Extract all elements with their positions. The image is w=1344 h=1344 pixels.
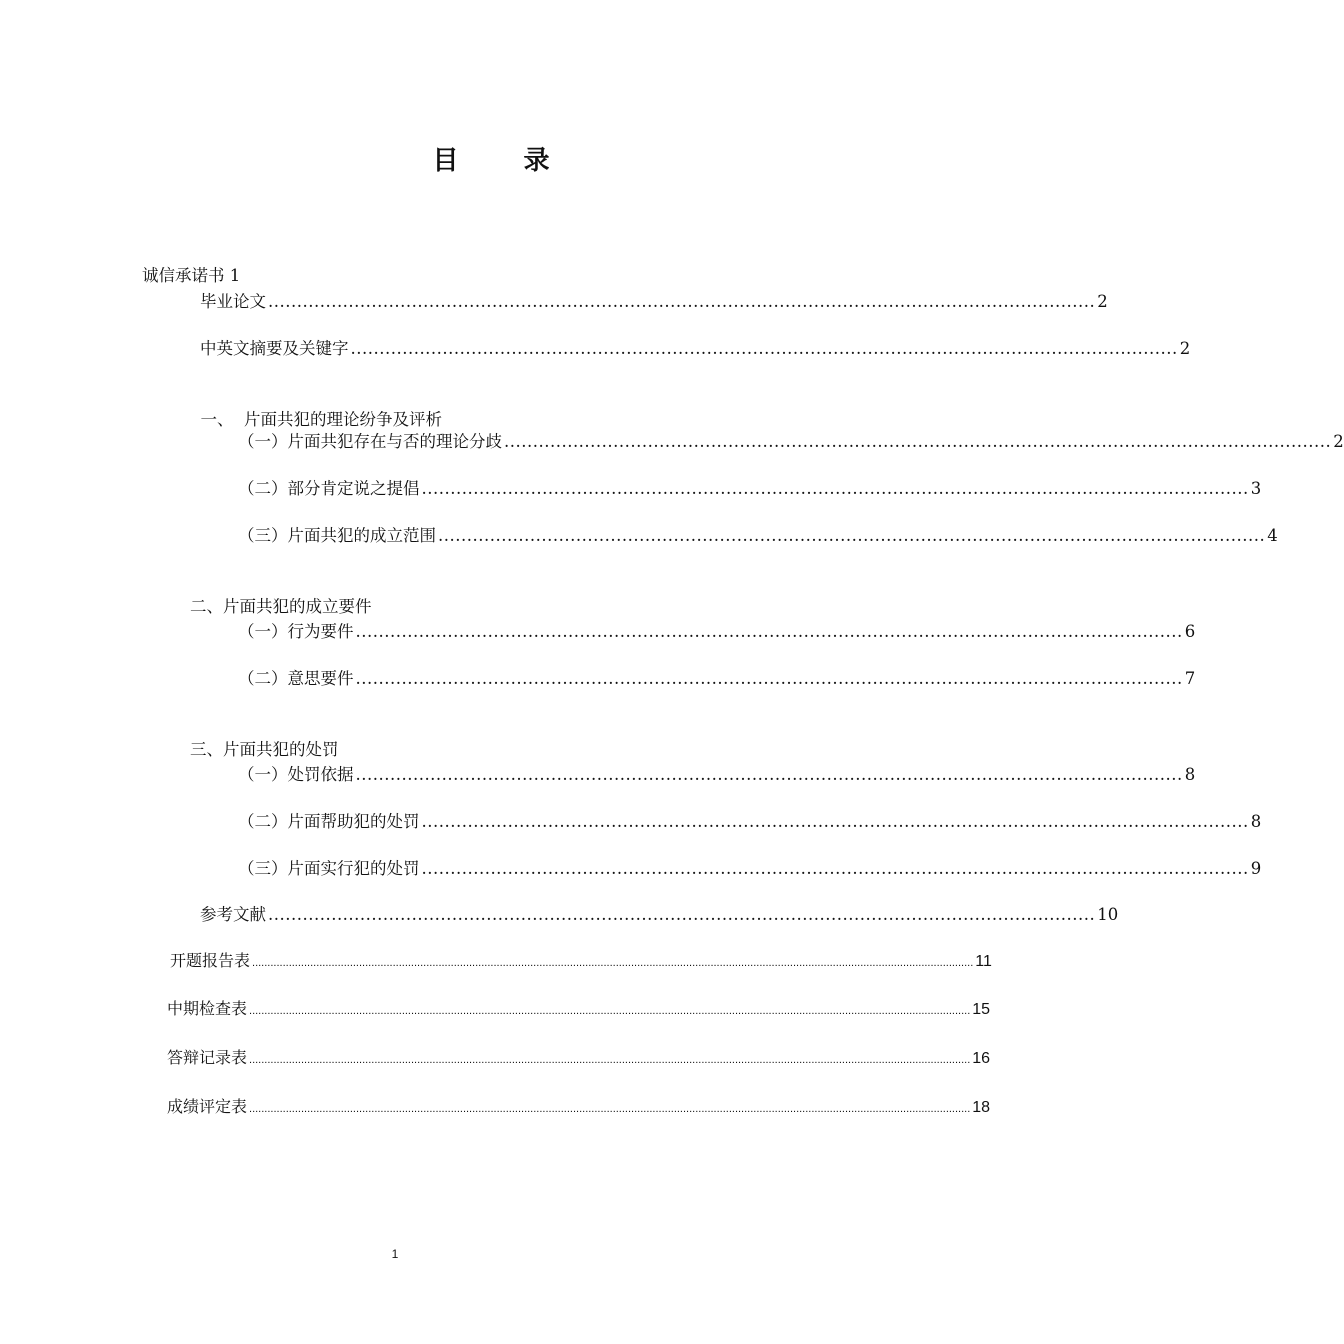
page-title: 目 录 xyxy=(432,146,578,176)
toc-entry-references[interactable] xyxy=(200,903,1119,927)
toc-page-number: 3 xyxy=(1250,479,1262,498)
toc-entry-thesis[interactable] xyxy=(200,290,1108,314)
dot-leader: ............................................................................................................................................................................................................................................ xyxy=(249,1005,971,1017)
dot-leader: ................................................................................................................................................ xyxy=(421,479,1249,498)
toc-entry-label: 三、片面共犯的处罚 xyxy=(190,740,339,759)
toc-entry-label: （二）意思要件 xyxy=(238,669,354,688)
toc-page-number: 4 xyxy=(1267,526,1278,545)
toc-entry-label: （一）行为要件 xyxy=(238,622,354,641)
toc-entry-label: 毕业论文 xyxy=(200,292,266,311)
toc-page-number: 15 xyxy=(972,1001,991,1018)
toc-entry-label: （二）部分肯定说之提倡 xyxy=(238,479,420,498)
toc-page-number: 18 xyxy=(972,1099,991,1116)
page-number: 1 xyxy=(391,1247,399,1261)
dot-leader: ............................................................................................................................................................................................................................................ xyxy=(252,957,974,969)
toc-entry-3-2[interactable] xyxy=(238,810,1262,834)
toc-entry-2-2[interactable] xyxy=(238,667,1196,691)
toc-entry-1-3[interactable] xyxy=(238,524,1278,548)
toc-page-number: 9 xyxy=(1250,859,1262,878)
toc-entry-label: （三）片面共犯的成立范围 xyxy=(238,526,436,545)
toc-entry-abstract[interactable] xyxy=(200,337,1191,361)
dot-leader: ................................................................................................................................................ xyxy=(421,859,1249,878)
toc-entry-proposal[interactable] xyxy=(170,950,992,975)
toc-entry-midterm[interactable] xyxy=(167,998,991,1023)
toc-section-three[interactable] xyxy=(190,738,339,762)
toc-page-number: 8 xyxy=(1184,765,1196,784)
toc-entry-label: 开题报告表 xyxy=(170,953,251,970)
toc-page-number: 8 xyxy=(1250,812,1262,831)
toc-section-one[interactable] xyxy=(190,384,442,432)
toc-entry-label: （三）片面实行犯的处罚 xyxy=(238,859,420,878)
toc-entry-label: （二）片面帮助犯的处罚 xyxy=(238,812,420,831)
toc-entry-label: 中英文摘要及关键字 xyxy=(200,339,349,358)
toc-entry-label: 一、 片面共犯的理论纷争及评析 xyxy=(200,410,442,429)
dot-leader: ................................................................................................................................................ xyxy=(268,292,1096,311)
toc-entry-label: （一）片面共犯存在与否的理论分歧 xyxy=(238,432,502,451)
toc-entry-label: 二、片面共犯的成立要件 xyxy=(190,597,372,616)
toc-page-number: 10 xyxy=(1097,905,1119,924)
toc-entry-label: 答辩记录表 xyxy=(167,1050,248,1067)
toc-entry-2-1[interactable] xyxy=(238,620,1196,644)
toc-entry-3-3[interactable] xyxy=(238,857,1262,881)
toc-page-number: 2 xyxy=(1333,432,1344,451)
dot-leader: ................................................................................................................................................ xyxy=(421,812,1249,831)
dot-leader: ............................................................................................................................................................................................................................................ xyxy=(249,1103,971,1115)
toc-page-number: 11 xyxy=(975,953,992,970)
toc-entry-label: 成绩评定表 xyxy=(167,1099,248,1116)
dot-leader: ................................................................................................................................................ xyxy=(355,765,1183,784)
dot-leader: ................................................................................................................................................ xyxy=(355,669,1183,688)
toc-entry-defense[interactable] xyxy=(167,1047,991,1072)
toc-section-two[interactable] xyxy=(190,595,372,619)
dot-leader: ................................................................................................................................................ xyxy=(438,526,1266,545)
toc-entry-label: 参考文献 xyxy=(200,905,266,924)
dot-leader: ............................................................................................................................................................................................................................................ xyxy=(249,1054,971,1066)
dot-leader: ................................................................................................................................................ xyxy=(350,339,1178,358)
toc-page-number: 6 xyxy=(1184,622,1196,641)
toc-page-number: 2 xyxy=(1097,292,1108,311)
toc-page-number: 7 xyxy=(1184,669,1196,688)
toc-entry-label: 中期检查表 xyxy=(167,1001,248,1018)
toc-entry-integrity-pledge[interactable] xyxy=(142,264,240,288)
toc-entry-label: 诚信承诺书 1 xyxy=(142,266,241,285)
dot-leader: ................................................................................................................................................ xyxy=(504,432,1332,451)
toc-page-number: 16 xyxy=(972,1050,991,1067)
toc-page-number: 2 xyxy=(1179,339,1191,358)
toc-entry-1-2[interactable] xyxy=(238,477,1262,501)
dot-leader: ................................................................................................................................................ xyxy=(355,622,1183,641)
toc-entry-3-1[interactable] xyxy=(238,763,1196,787)
dot-leader: ................................................................................................................................................ xyxy=(268,905,1096,924)
toc-entry-label: （一）处罚依据 xyxy=(238,765,354,784)
toc-entry-grading[interactable] xyxy=(167,1096,991,1121)
toc-entry-1-1[interactable] xyxy=(238,430,1344,454)
